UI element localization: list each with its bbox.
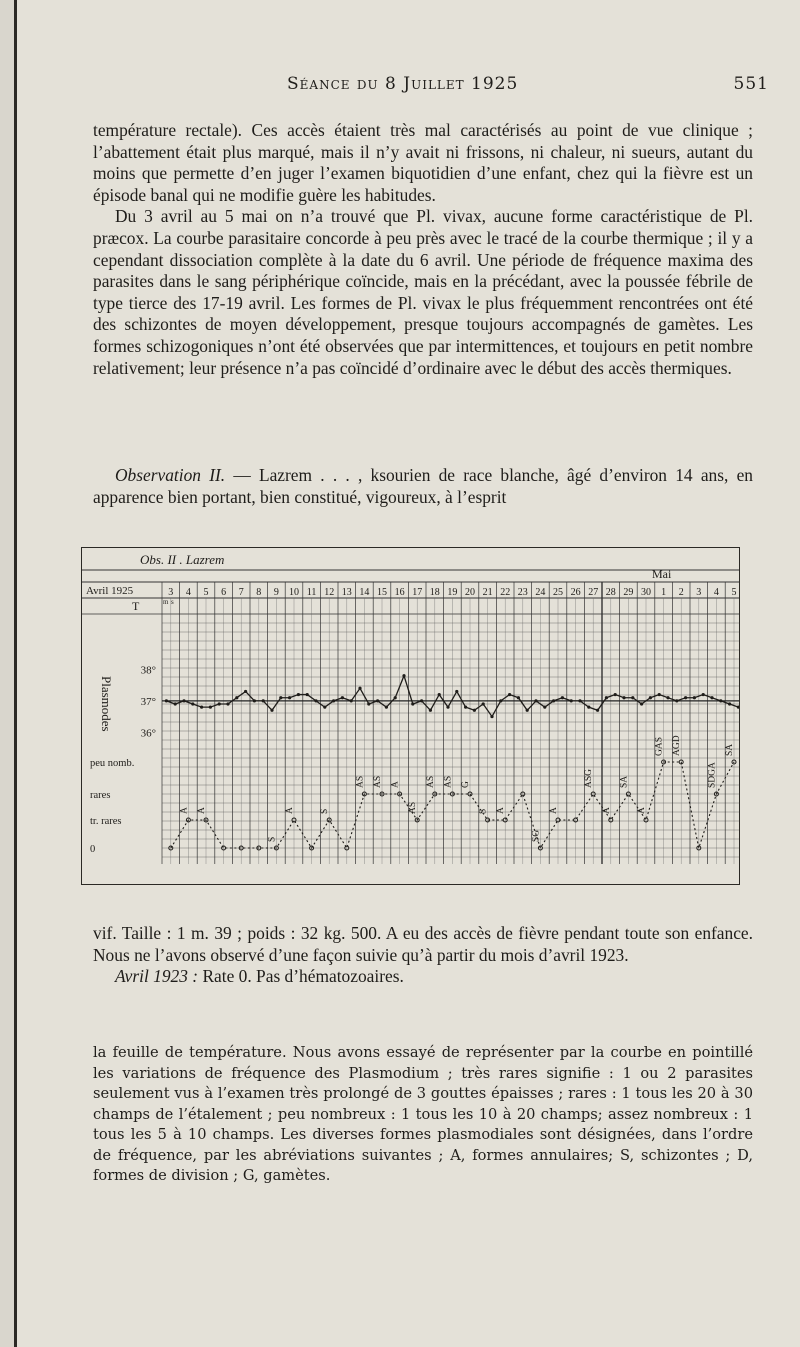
parasite-annotation: A — [179, 807, 190, 814]
temperature-point — [482, 702, 485, 705]
temperature-point — [165, 699, 168, 702]
temperature-point — [209, 706, 212, 709]
temperature-point — [191, 702, 194, 705]
parasite-annotation: A — [549, 807, 559, 814]
chart-temp-row-label: T — [132, 599, 140, 613]
temperature-point — [587, 706, 590, 709]
parasite-annotation: SA — [725, 743, 735, 756]
parasite-annotation: AS — [408, 801, 419, 814]
parasite-annotation: AS — [373, 775, 383, 788]
paragraph-2-text: Du 3 avril au 5 mai on n’a trouvé que Pl. vivax, aucune forme caractéristique de Pl. præcox. La courbe parasitaire concorde à peu près avec le tracé de la courbe thermique ; il y a cependant dissociation complète à la date du 6 avril. Une période de fréquence maxima des parasites dans le sang périphérique coïncide, mais en la précédant, avec la poussée fébrile de type tierce des 17-19 avril. Les formes de Pl. vivax le plus fréquemment rencontrées ont été des schizontes de moyen développement, presque toujours accompagnés de gamètes. Les formes schizogoniques n’ont été observées que par intermittences, et toujours en petit nombre relativement; leur présence n’a pas coïncidé d’ordinaire avec le début des accès thermiques. — [93, 206, 753, 378]
chart-day-label: 13 — [341, 587, 352, 598]
chart-parasite-tick: tr. rares — [90, 816, 122, 827]
temperature-point — [367, 702, 370, 705]
temperature-point — [350, 699, 353, 702]
avril-text: Rate 0. Pas d’hématozoaires. — [198, 966, 404, 987]
paragraph-3 — [93, 923, 753, 988]
chart-day-label: 2 — [678, 587, 684, 598]
temperature-point — [314, 699, 317, 702]
chart-day-label: 23 — [517, 587, 528, 598]
temperature-point — [402, 674, 405, 677]
temperature-point — [394, 696, 397, 699]
temperature-point — [218, 702, 221, 705]
chart-parasite-tick: rares — [90, 790, 111, 801]
chart-day-label: 5 — [731, 587, 737, 598]
chart-day-label: 3 — [168, 587, 174, 598]
chart-day-label: 26 — [570, 587, 581, 598]
parasite-annotation: AS — [355, 775, 366, 788]
chart-day-label: 15 — [377, 587, 387, 598]
temperature-point — [297, 693, 300, 696]
temperature-point — [534, 699, 537, 702]
chart-day-label: 9 — [273, 587, 279, 598]
temperature-point — [323, 706, 326, 709]
temperature-point — [658, 693, 661, 696]
temperature-point — [631, 696, 634, 699]
temperature-point — [306, 693, 309, 696]
temperature-point — [526, 709, 529, 712]
temperature-point — [649, 696, 652, 699]
footnote-text: la feuille de température. Nous avons essayé de représenter par la courbe en pointillé les variations de fréquence des Plasmodium ; très rares signifie : 1 ou 2 parasites seulement vus à l’examen très prolongé de 3 gouttes épaisses ; rares : 1 tous les 20 à 30 champs de l’étalement ; peu nombreux : 1 tous les 10 à 20 champs; assez nombreux : 1 tous les 5 à 10 champs. Les diverses formes plasmodiales sont désignées, dans l’ordre de fréquence, par les abréviations suivantes ; A, formes annulaires; S, schizontes ; D, formes de division ; G, gamètes. — [93, 1044, 753, 1184]
chart-day-label: 19 — [447, 587, 458, 598]
chart-day-label: 28 — [605, 587, 616, 598]
chart-temp-tick: 37° — [140, 695, 156, 708]
chart-day-label: 5 — [203, 587, 209, 598]
chart-day-label: 10 — [289, 587, 299, 598]
temperature-point — [262, 699, 265, 702]
paragraph-1 — [93, 120, 753, 379]
chart-day-label: 4 — [185, 587, 191, 598]
chart-day-label: 20 — [465, 587, 475, 598]
temperature-point — [702, 693, 705, 696]
temperature-point — [446, 706, 449, 709]
parasite-annotation: GAS — [654, 736, 665, 756]
chart-side-label: Plasmodes — [99, 676, 114, 732]
chart-morning-label: m — [163, 598, 169, 606]
observation-heading — [93, 465, 753, 508]
temperature-point — [622, 696, 625, 699]
chart-day-label: 6 — [221, 587, 227, 598]
temperature-point — [411, 702, 414, 705]
parasite-annotation: SDGA — [707, 762, 718, 788]
temperature-point — [358, 687, 361, 690]
temperature-point — [420, 699, 423, 702]
chart-day-label: 17 — [412, 587, 423, 598]
temperature-point — [253, 699, 256, 702]
parasite-annotation: AGD — [672, 735, 683, 756]
temperature-point — [552, 699, 555, 702]
chart-day-label: 1 — [661, 587, 667, 598]
chart-day-label: 18 — [429, 587, 440, 598]
temperature-point — [605, 696, 608, 699]
parasite-annotation: A — [285, 807, 295, 814]
chart-day-labels — [168, 587, 736, 598]
chart-day-label: 21 — [482, 587, 493, 598]
parasite-annotation: SG — [531, 829, 542, 842]
temperature-point — [710, 696, 713, 699]
chart-day-label: 4 — [713, 587, 719, 598]
temperature-point — [684, 696, 687, 699]
parasite-annotation: A — [601, 807, 612, 814]
parasite-annotation: ASG — [584, 768, 595, 788]
temperature-point — [666, 696, 669, 699]
temperature-point — [385, 706, 388, 709]
parasite-annotation: A — [390, 781, 401, 788]
temperature-chart-frame — [81, 547, 740, 885]
parasite-annotation: A — [197, 807, 207, 814]
paragraph-1-text: température rectale). Ces accès étaient très mal caractérisés au point de vue clinique ; l’abattement était plus marqué, mais il n’y avait ni frissons, ni chaleur, ni sueurs, autant du moins que permette d’en juger l’examen biquotidien d’une enfant, chez qui la fièvre est un épisode banal qui ne modifie guère les habitudes. — [93, 120, 753, 205]
parasite-annotation: S — [320, 808, 331, 814]
temperature-point — [499, 699, 502, 702]
parasite-annotation: A — [637, 807, 647, 814]
chart-day-label: 3 — [696, 587, 702, 598]
temperature-point — [517, 696, 520, 699]
temperature-point — [332, 699, 335, 702]
chart-day-label: 27 — [588, 587, 599, 598]
temperature-point — [640, 702, 643, 705]
chart-parasite-tick: 0 — [90, 844, 96, 855]
chart-day-label: 22 — [500, 587, 511, 598]
chart-grid — [82, 570, 739, 864]
temperature-point — [578, 699, 581, 702]
temperature-point — [288, 696, 291, 699]
chart-day-label: 8 — [256, 587, 262, 598]
chart-temp-tick: 36° — [140, 727, 156, 740]
temperature-point — [543, 706, 546, 709]
temperature-point — [279, 696, 282, 699]
chart-day-label: 11 — [306, 587, 317, 598]
temperature-point — [596, 709, 599, 712]
chart-month-avril: Avril 1925 — [86, 585, 134, 597]
observation-label: Observation II. — [115, 465, 226, 485]
document-page — [14, 0, 800, 1347]
chart-day-label: 16 — [394, 587, 405, 598]
temperature-point — [614, 693, 617, 696]
parasite-annotation: S — [478, 808, 489, 814]
chart-day-label: 29 — [623, 587, 634, 598]
chart-day-label: 14 — [359, 587, 370, 598]
temperature-point — [464, 706, 467, 709]
running-header — [17, 74, 800, 98]
temperature-point — [226, 702, 229, 705]
temperature-series — [165, 674, 739, 718]
chart-day-label: 25 — [553, 587, 563, 598]
temperature-point — [429, 709, 432, 712]
chart-day-label: 7 — [238, 587, 244, 598]
page-number: 551 — [733, 74, 769, 94]
chart-day-label: 30 — [641, 587, 651, 598]
temperature-point — [200, 706, 203, 709]
temperature-point — [182, 699, 185, 702]
temperature-chart — [82, 548, 739, 884]
parasite-annotation: A — [496, 807, 507, 814]
chart-month-mai: Mai — [652, 567, 672, 581]
parasite-annotation: G — [461, 781, 471, 788]
temperature-point — [270, 709, 273, 712]
temperature-point — [693, 696, 696, 699]
chart-evening-label: s — [171, 598, 174, 606]
temperature-point — [235, 696, 238, 699]
chart-day-label: 12 — [324, 587, 335, 598]
avril-label: Avril 1923 : — [115, 966, 199, 987]
temperature-point — [438, 693, 441, 696]
temperature-point — [719, 699, 722, 702]
temperature-point — [561, 696, 564, 699]
parasite-annotation: S — [267, 836, 278, 842]
chart-parasite-tick: peu nomb. — [90, 758, 135, 769]
temperature-point — [473, 709, 476, 712]
parasite-annotation: AS — [425, 775, 436, 788]
chart-temp-tick: 38° — [140, 664, 156, 677]
temperature-point — [675, 699, 678, 702]
paragraph-3-text: vif. Taille : 1 m. 39 ; poids : 32 kg. 500. A eu des accès de fièvre pendant toute son enfance. Nous ne l’avons observé d’une façon suivie qu’à partir du mois d’avril 1923. — [93, 923, 753, 965]
chart-day-label: 24 — [535, 587, 546, 598]
temperature-point — [341, 696, 344, 699]
parasite-annotation: SA — [619, 775, 630, 788]
temperature-point — [244, 690, 247, 693]
parasite-annotation: AS — [443, 775, 454, 788]
temperature-point — [570, 699, 573, 702]
temperature-point — [490, 715, 493, 718]
header-title: Séance du 8 Juillet 1925 — [287, 74, 519, 94]
temperature-point — [376, 699, 379, 702]
temperature-point — [728, 702, 731, 705]
temperature-point — [508, 693, 511, 696]
temperature-point — [174, 702, 177, 705]
footnote — [93, 1043, 753, 1187]
observation-text: — Lazrem . . . , ksourien de race blanche, âgé d’environ 14 ans, en apparence bien portant, bien constitué, vigoureux, à l’esprit — [93, 465, 753, 507]
chart-title: Obs. II . Lazrem — [140, 552, 225, 567]
temperature-point — [455, 690, 458, 693]
